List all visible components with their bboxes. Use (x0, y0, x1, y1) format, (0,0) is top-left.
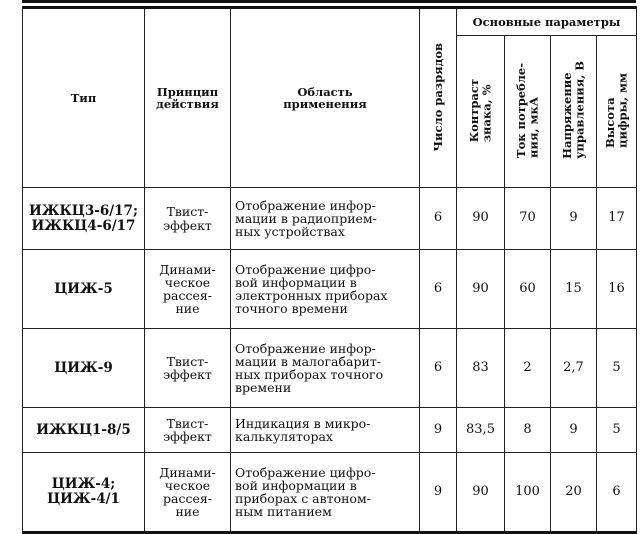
cell-principle (145, 329, 231, 408)
cell-digits: 6 (420, 250, 457, 329)
header-contrast (457, 36, 505, 188)
cell-principle (145, 453, 231, 533)
cell-voltage: 2,7 (551, 329, 597, 408)
cell-voltage: 20 (551, 453, 597, 533)
header-digits-label: Число разрядов (430, 42, 445, 152)
cell-current: 2 (505, 329, 551, 408)
cell-voltage: 9 (551, 408, 597, 453)
cell-contrast: 83 (457, 329, 505, 408)
cell-voltage: 15 (551, 250, 597, 329)
header-current-label: Ток потребле- ния, мкА (513, 62, 541, 158)
cell-type-text: ЦИЖ-9 (54, 359, 113, 376)
cell-area (231, 453, 420, 533)
cell-contrast: 90 (457, 250, 505, 329)
header-area (231, 8, 420, 188)
table-row (23, 250, 637, 329)
table-row (23, 188, 637, 250)
cell-type-text: ИЖКЦ3-6/17; ИЖКЦ4-6/17 (29, 202, 138, 234)
cell-digits: 9 (420, 408, 457, 453)
cell-area (231, 188, 420, 250)
header-area-label: Область применения (283, 84, 367, 111)
header-principle-label: Принцип действия (156, 84, 219, 111)
cell-current: 8 (505, 408, 551, 453)
cell-current: 100 (505, 453, 551, 533)
cell-digits: 6 (420, 188, 457, 250)
cell-digits: 6 (420, 329, 457, 408)
cell-principle-text: Динами- ческое рассея- ние (159, 261, 216, 317)
header-voltage-label: Напряжение управления, В (559, 61, 587, 160)
cell-principle-text: Твист- эффект (163, 415, 212, 444)
cell-voltage: 9 (551, 188, 597, 250)
table-row (23, 329, 637, 408)
cell-height: 16 (597, 250, 637, 329)
header-principle (145, 8, 231, 188)
cell-area (231, 408, 420, 453)
header-contrast-label: Контраст знака, % (466, 78, 494, 142)
header-voltage (551, 36, 597, 188)
cell-principle-text: Динами- ческое рассея- ние (159, 464, 216, 520)
cell-type (23, 408, 145, 453)
cell-current: 70 (505, 188, 551, 250)
cell-area-text: Отображение инфор- мации в радиоприем- ных устройствах (235, 197, 377, 240)
header-digits (420, 8, 457, 188)
cell-digits: 9 (420, 453, 457, 533)
header-type: Тип (23, 8, 145, 188)
cell-area (231, 329, 420, 408)
cell-type-text: ЦИЖ-4; ЦИЖ-4/1 (47, 476, 120, 507)
table-row (23, 408, 637, 453)
cell-area-text: Отображение инфор- мации в малогабарит- ных приборах точного времени (235, 340, 384, 396)
table-row (23, 453, 637, 533)
cell-principle-text: Твист- эффект (163, 204, 212, 233)
header-current (505, 36, 551, 188)
cell-principle (145, 188, 231, 250)
cell-type (23, 453, 145, 533)
cell-height: 6 (597, 453, 637, 533)
cell-principle (145, 250, 231, 329)
cell-area-text: Индикация в микро- калькуляторах (235, 415, 371, 444)
cell-contrast: 83,5 (457, 408, 505, 453)
cell-current: 60 (505, 250, 551, 329)
cell-type-text: ИЖКЦ1-8/5 (36, 421, 131, 438)
cell-height: 17 (597, 188, 637, 250)
cell-type (23, 329, 145, 408)
cell-area-text: Отображение цифро- вой информации в электронных приборах точного времени (235, 261, 388, 317)
header-height-label: Высота цифры, мм (602, 72, 630, 148)
cell-contrast: 90 (457, 188, 505, 250)
cell-principle-text: Твист- эффект (163, 353, 212, 382)
cell-area (231, 250, 420, 329)
table-top-rule (22, 0, 636, 6)
cell-height: 5 (597, 329, 637, 408)
cell-principle (145, 408, 231, 453)
cell-area-text: Отображение цифро- вой информации в приборах с автоном- ным питанием (235, 464, 376, 520)
header-height (597, 36, 637, 188)
cell-height: 5 (597, 408, 637, 453)
cell-type-text: ЦИЖ-5 (54, 280, 113, 297)
header-main-params: Основные параметры (457, 8, 637, 36)
lcd-indicator-table (22, 6, 637, 534)
cell-contrast: 90 (457, 453, 505, 533)
cell-type (23, 188, 145, 250)
lcd-indicator-table-container (22, 6, 636, 534)
cell-type (23, 250, 145, 329)
